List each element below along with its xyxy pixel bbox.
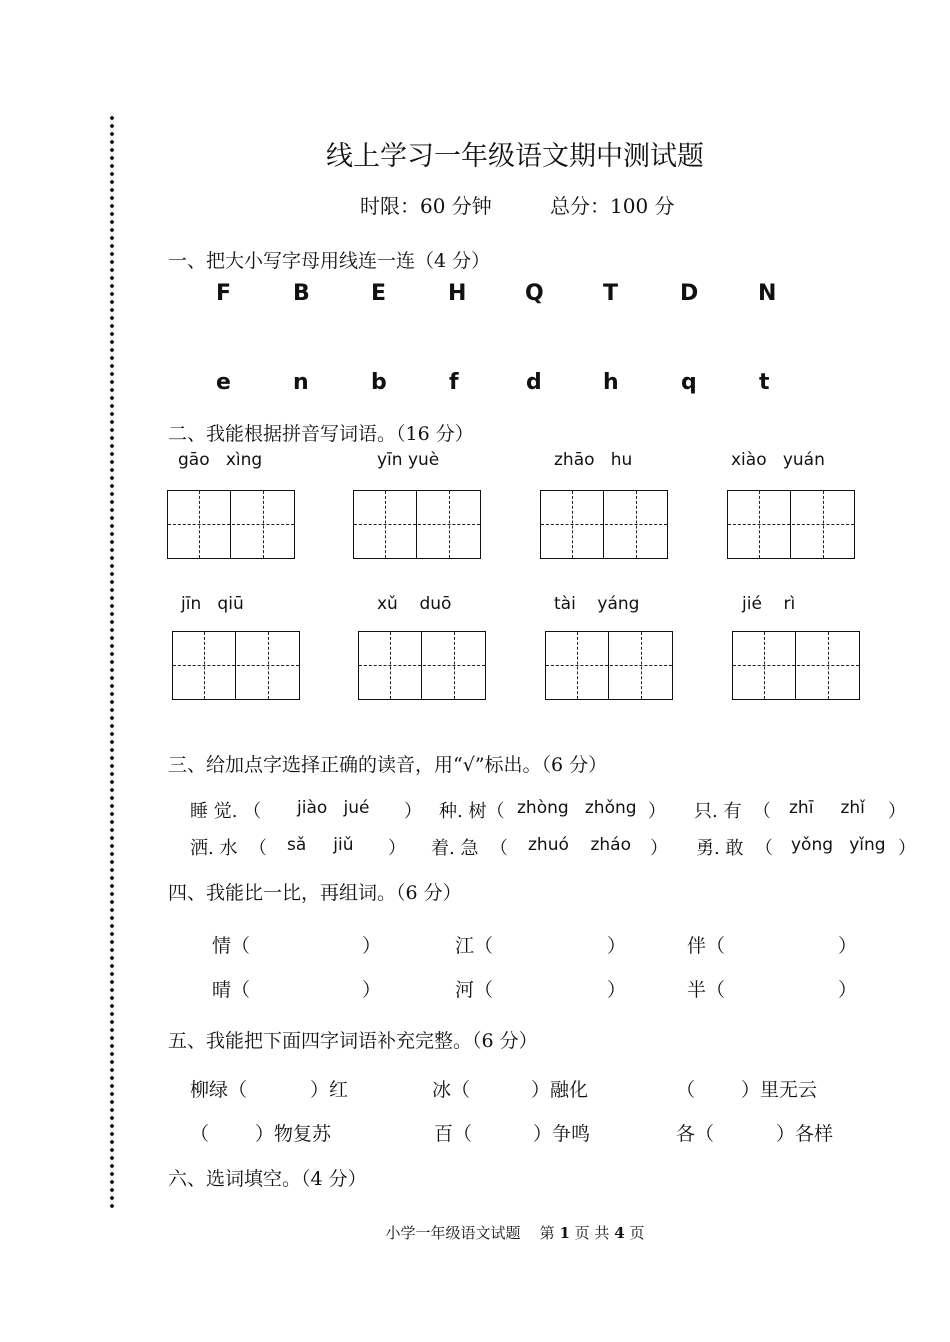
q4-heading: 四、我能比一比，再组词。（6 分） bbox=[168, 882, 462, 904]
uppercase-letter: N bbox=[758, 281, 777, 306]
q5-text: 柳绿（ bbox=[190, 1079, 248, 1101]
q4-blank-close[interactable]: ） bbox=[362, 935, 382, 957]
writing-grid[interactable] bbox=[358, 631, 486, 700]
writing-grid[interactable] bbox=[727, 490, 855, 559]
page-title: 线上学习一年级语文期中测试题 bbox=[326, 141, 704, 172]
q3-word: 种. 树（ bbox=[439, 801, 505, 822]
q4-char: 伴（ bbox=[687, 935, 726, 957]
writing-grid[interactable] bbox=[172, 631, 300, 700]
lowercase-letter: t bbox=[759, 370, 770, 395]
q5-text: ）各样 bbox=[776, 1123, 834, 1145]
uppercase-letter: Q bbox=[525, 281, 544, 306]
q3-word: 勇. 敢 （ bbox=[696, 838, 773, 859]
q3-pinyin-options[interactable]: zhī zhǐ bbox=[789, 798, 865, 818]
q5-text: ）里无云 bbox=[741, 1079, 818, 1101]
q3-word: 睡 觉. （ bbox=[190, 801, 262, 822]
footer-label: 小学一年级语文试题 bbox=[385, 1224, 521, 1242]
q3-heading: 三、给加点字选择正确的读音，用“√”标出。（6 分） bbox=[168, 754, 608, 776]
uppercase-letter: D bbox=[680, 281, 699, 306]
pinyin-label: xǔ duō bbox=[377, 594, 452, 614]
pinyin-label: xiào yuán bbox=[731, 450, 825, 470]
writing-grid[interactable] bbox=[540, 490, 668, 559]
q5-text: ）红 bbox=[310, 1079, 349, 1101]
pinyin-label: yīn yuè bbox=[377, 450, 440, 470]
q4-blank-close[interactable]: ） bbox=[607, 935, 627, 957]
lowercase-letter: d bbox=[526, 370, 542, 395]
time-limit: 时限：60 分钟 bbox=[360, 194, 492, 218]
pinyin-label: gāo xìng bbox=[178, 450, 263, 470]
q5-text: ）争鸣 bbox=[533, 1123, 591, 1145]
uppercase-letter: H bbox=[448, 281, 467, 306]
uppercase-letter: T bbox=[603, 281, 619, 306]
lowercase-letter: n bbox=[293, 370, 309, 395]
lowercase-letter: h bbox=[603, 370, 619, 395]
pinyin-label: jīn qiū bbox=[181, 594, 244, 614]
q5-heading: 五、我能把下面四字词语补充完整。（6 分） bbox=[168, 1030, 538, 1052]
q4-char: 江（ bbox=[455, 935, 494, 957]
lowercase-letter: q bbox=[681, 370, 697, 395]
q3-pinyin-options[interactable]: yǒng yǐng bbox=[791, 835, 886, 855]
binding-dotted-line bbox=[108, 114, 116, 1210]
q5-text: ）融化 bbox=[531, 1079, 589, 1101]
page-footer bbox=[0, 1222, 950, 1243]
q2-heading: 二、我能根据拼音写词语。（16 分） bbox=[168, 423, 474, 445]
pinyin-label: tài yáng bbox=[554, 594, 640, 614]
footer-page-number: 1 bbox=[559, 1224, 570, 1242]
q3-paren: ） bbox=[388, 838, 406, 859]
writing-grid[interactable] bbox=[545, 631, 673, 700]
writing-grid[interactable] bbox=[167, 490, 295, 559]
lowercase-letter: e bbox=[216, 370, 231, 395]
uppercase-letter: B bbox=[293, 281, 310, 306]
lowercase-letter: b bbox=[371, 370, 387, 395]
q5-text: （ bbox=[190, 1123, 210, 1145]
q4-blank-close[interactable]: ） bbox=[838, 935, 858, 957]
footer-page-suffix: 页 bbox=[629, 1224, 645, 1242]
q4-blank-close[interactable]: ） bbox=[838, 979, 858, 1001]
footer-page-prefix: 第 bbox=[539, 1224, 555, 1242]
q3-paren: ） bbox=[888, 801, 906, 822]
pinyin-label: jié rì bbox=[742, 594, 796, 614]
q4-blank-close[interactable]: ） bbox=[607, 979, 627, 1001]
q5-text: （ bbox=[676, 1079, 696, 1101]
q1-heading: 一、把大小写字母用线连一连（4 分） bbox=[168, 250, 491, 272]
q4-char: 河（ bbox=[455, 979, 494, 1001]
q4-char: 情（ bbox=[212, 935, 251, 957]
q5-text: 冰（ bbox=[432, 1079, 471, 1101]
footer-page-total: 4 bbox=[614, 1224, 625, 1242]
writing-grid[interactable] bbox=[353, 490, 481, 559]
total-score: 总分：100 分 bbox=[550, 194, 675, 218]
q3-pinyin-options[interactable]: jiào jué bbox=[297, 798, 370, 818]
q3-word: 只. 有 （ bbox=[694, 801, 771, 822]
q3-pinyin-options[interactable]: zhuó zháo bbox=[528, 835, 632, 855]
uppercase-letter: F bbox=[216, 281, 232, 306]
q3-paren: ） bbox=[648, 801, 666, 822]
footer-page-mid: 页 共 bbox=[574, 1224, 610, 1242]
q3-paren: ） bbox=[898, 838, 916, 859]
uppercase-letter: E bbox=[371, 281, 387, 306]
lowercase-letter: f bbox=[449, 370, 459, 395]
q3-paren: ） bbox=[650, 838, 668, 859]
q3-word: 着. 急 （ bbox=[431, 838, 508, 859]
q5-text: ）物复苏 bbox=[255, 1123, 332, 1145]
q3-pinyin-options[interactable]: sǎ jiǔ bbox=[287, 835, 354, 855]
pinyin-label: zhāo hu bbox=[554, 450, 633, 470]
q5-text: 各（ bbox=[676, 1123, 715, 1145]
q4-char: 晴（ bbox=[212, 979, 251, 1001]
q4-blank-close[interactable]: ） bbox=[362, 979, 382, 1001]
q6-heading: 六、选词填空。（4 分） bbox=[168, 1168, 367, 1190]
q3-pinyin-options[interactable]: zhòng zhǒng bbox=[517, 798, 637, 818]
q3-paren: ） bbox=[404, 801, 422, 822]
writing-grid[interactable] bbox=[732, 631, 860, 700]
q4-char: 半（ bbox=[687, 979, 726, 1001]
q5-text: 百（ bbox=[434, 1123, 473, 1145]
q3-word: 洒. 水 （ bbox=[190, 838, 267, 859]
